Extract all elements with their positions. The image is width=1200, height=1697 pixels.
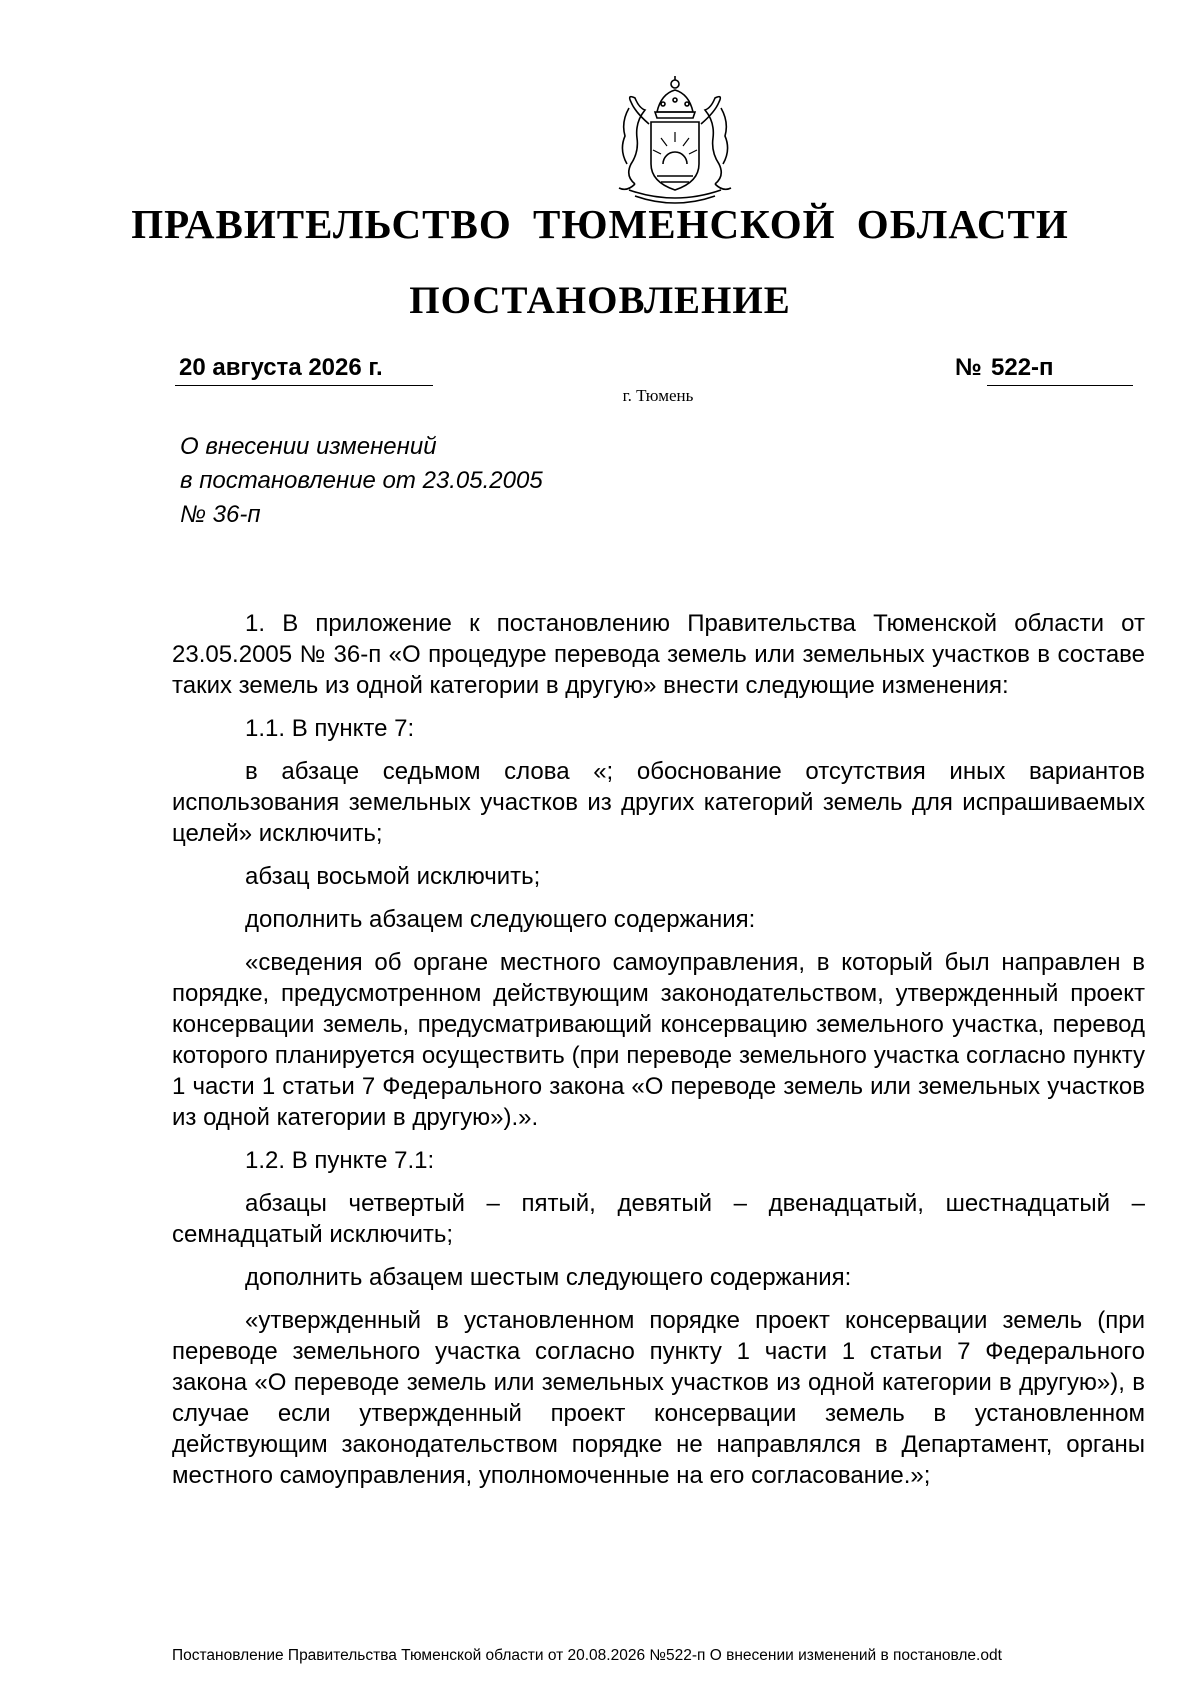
body-paragraph: «сведения об органе местного самоуправления, в который был направлен в порядке, предусмотренном действующим законодательством, утвержденный проект консервации земель, предусматривающий консервацию земельного участка, перевод которого планируется осуществить (при переводе земельного участка согласно пункту 1 части 1 статьи 7 Федерального закона «О переводе земель или земельных участков из одной категории в другую»).». [172,949,1145,1131]
document-body [172,608,1145,1503]
subject-line: в постановление от 23.05.2005 [180,467,543,494]
document-subject [180,430,543,532]
body-paragraph: «утвержденный в установленном порядке проект консервации земель (при переводе земельного участка согласно пункту 1 части 1 статьи 7 Федерального закона «О переводе земель или земельных участков из одной категории в другую»), в случае если утвержденный проект консервации земель в установленном действующим законодательством порядке не направлялся в Департамент, органы местного самоуправления, уполномоченные на его согласование.»; [172,1307,1145,1489]
body-paragraph: 1.2. В пункте 7.1: [245,1147,435,1174]
subject-line: № 36-п [180,501,261,528]
organization-title: ПРАВИТЕЛЬСТВО ТЮМЕНСКОЙ ОБЛАСТИ [131,201,1069,247]
document-date: 20 августа 2026 г. [179,354,383,381]
coat-of-arms-emblem [605,72,745,212]
body-paragraph: дополнить абзацем шестым следующего содержания: [245,1264,852,1291]
document-type: ПОСТАНОВЛЕНИЕ [409,279,791,322]
body-paragraph: абзац восьмой исключить; [245,863,541,890]
body-paragraph: 1.1. В пункте 7: [245,715,415,742]
city: г. Тюмень [622,386,694,405]
body-paragraph: в абзаце седьмом слова «; обоснование отсутствия иных вариантов использования земельных участков из других категорий земель для испрашиваемых целей» исключить; [172,758,1145,847]
page-footer: Постановление Правительства Тюменской области от 20.08.2026 №522-п О внесении изменений в постановле.odt [172,1647,1002,1664]
number-sign: № [955,354,982,381]
body-paragraph: дополнить абзацем следующего содержания: [245,906,756,933]
document-number: 522-п [991,354,1054,381]
body-paragraph: абзацы четвертый – пятый, девятый – двенадцатый, шестнадцатый – семнадцатый исключить; [172,1190,1145,1248]
body-paragraph: 1. В приложение к постановлению Правительства Тюменской области от 23.05.2005 № 36-п «О процедуре перевода земель или земельных участков в составе таких земель из одной категории в другую» внести следующие изменения: [172,610,1145,699]
subject-line: О внесении изменений [180,433,437,460]
